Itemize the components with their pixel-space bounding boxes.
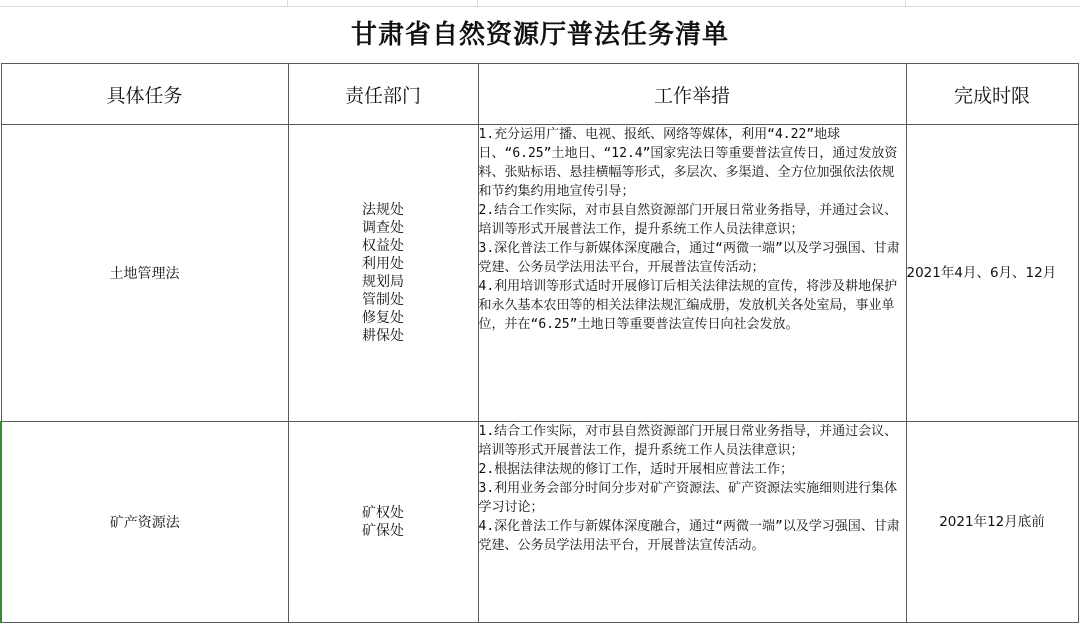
department-cell[interactable] xyxy=(288,125,478,422)
task-table xyxy=(0,63,1079,623)
department-item: 管制处 xyxy=(362,292,404,308)
department-item: 规划局 xyxy=(362,274,404,290)
department-item: 法规处 xyxy=(362,202,404,218)
table-row xyxy=(1,422,1078,623)
department-cell[interactable] xyxy=(288,422,478,623)
table-row xyxy=(1,125,1078,422)
department-item: 调查处 xyxy=(362,220,404,236)
measure-item: 2.结合工作实际，对市县自然资源部门开展日常业务指导，并通过会议、培训等形式开展普法工作，提升系统工作人员法律意识； xyxy=(478,203,898,237)
measure-item: 4.利用培训等形式适时开展修订后相关法律法规的宣传，将涉及耕地保护和永久基本农田等的相关法律法规汇编成册，发放机关各处室局，事业单位，并在“6.25”土地日等重要普法宣传日向社会发放。 xyxy=(478,279,898,332)
measures-cell[interactable] xyxy=(478,125,906,422)
measure-item: 3.利用业务会部分时间分步对矿产资源法、矿产资源法实施细则进行集体学习讨论； xyxy=(478,481,898,515)
department-item: 矿权处 xyxy=(362,505,404,521)
header-deadline[interactable]: 完成时限 xyxy=(906,64,1078,125)
measures-cell[interactable] xyxy=(478,422,906,623)
deadline-cell[interactable]: 2021年12月底前 xyxy=(906,422,1078,623)
department-item: 利用处 xyxy=(362,256,404,272)
header-measures[interactable]: 工作举措 xyxy=(478,64,906,125)
department-item: 耕保处 xyxy=(362,328,404,344)
department-item: 矿保处 xyxy=(362,523,404,539)
department-item: 修复处 xyxy=(362,310,404,326)
header-row xyxy=(1,64,1078,125)
measure-item: 4.深化普法工作与新媒体深度融合，通过“两微一端”以及学习强国、甘肃党建、公务员学法用法平台，开展普法宣传活动。 xyxy=(478,519,900,553)
measure-item: 1.结合工作实际，对市县自然资源部门开展日常业务指导，并通过会议、培训等形式开展普法工作，提升系统工作人员法律意识； xyxy=(478,424,898,458)
deadline-cell[interactable]: 2021年4月、6月、12月 xyxy=(906,125,1078,422)
task-cell[interactable]: 土地管理法 xyxy=(1,125,288,422)
measure-item: 2.根据法律法规的修订工作，适时开展相应普法工作； xyxy=(478,462,794,477)
header-department[interactable]: 责任部门 xyxy=(288,64,478,125)
header-task[interactable]: 具体任务 xyxy=(1,64,288,125)
page-title: 甘肃省自然资源厅普法任务清单 xyxy=(350,20,729,50)
task-cell[interactable]: 矿产资源法 xyxy=(1,422,288,623)
measure-item: 3.深化普法工作与新媒体深度融合，通过“两微一端”以及学习强国、甘肃党建、公务员学法用法平台，开展普法宣传活动； xyxy=(478,241,900,275)
department-item: 权益处 xyxy=(362,238,404,254)
measure-item: 1.充分运用广播、电视、报纸、网络等媒体，利用“4.22”地球日、“6.25”土地日、“12.4”国家宪法日等重要普法宣传日，通过发放资料、张贴标语、悬挂横幅等形式，多层次、多渠道、全方位加强依法依规和节约集约用地宣传引导； xyxy=(478,127,898,199)
